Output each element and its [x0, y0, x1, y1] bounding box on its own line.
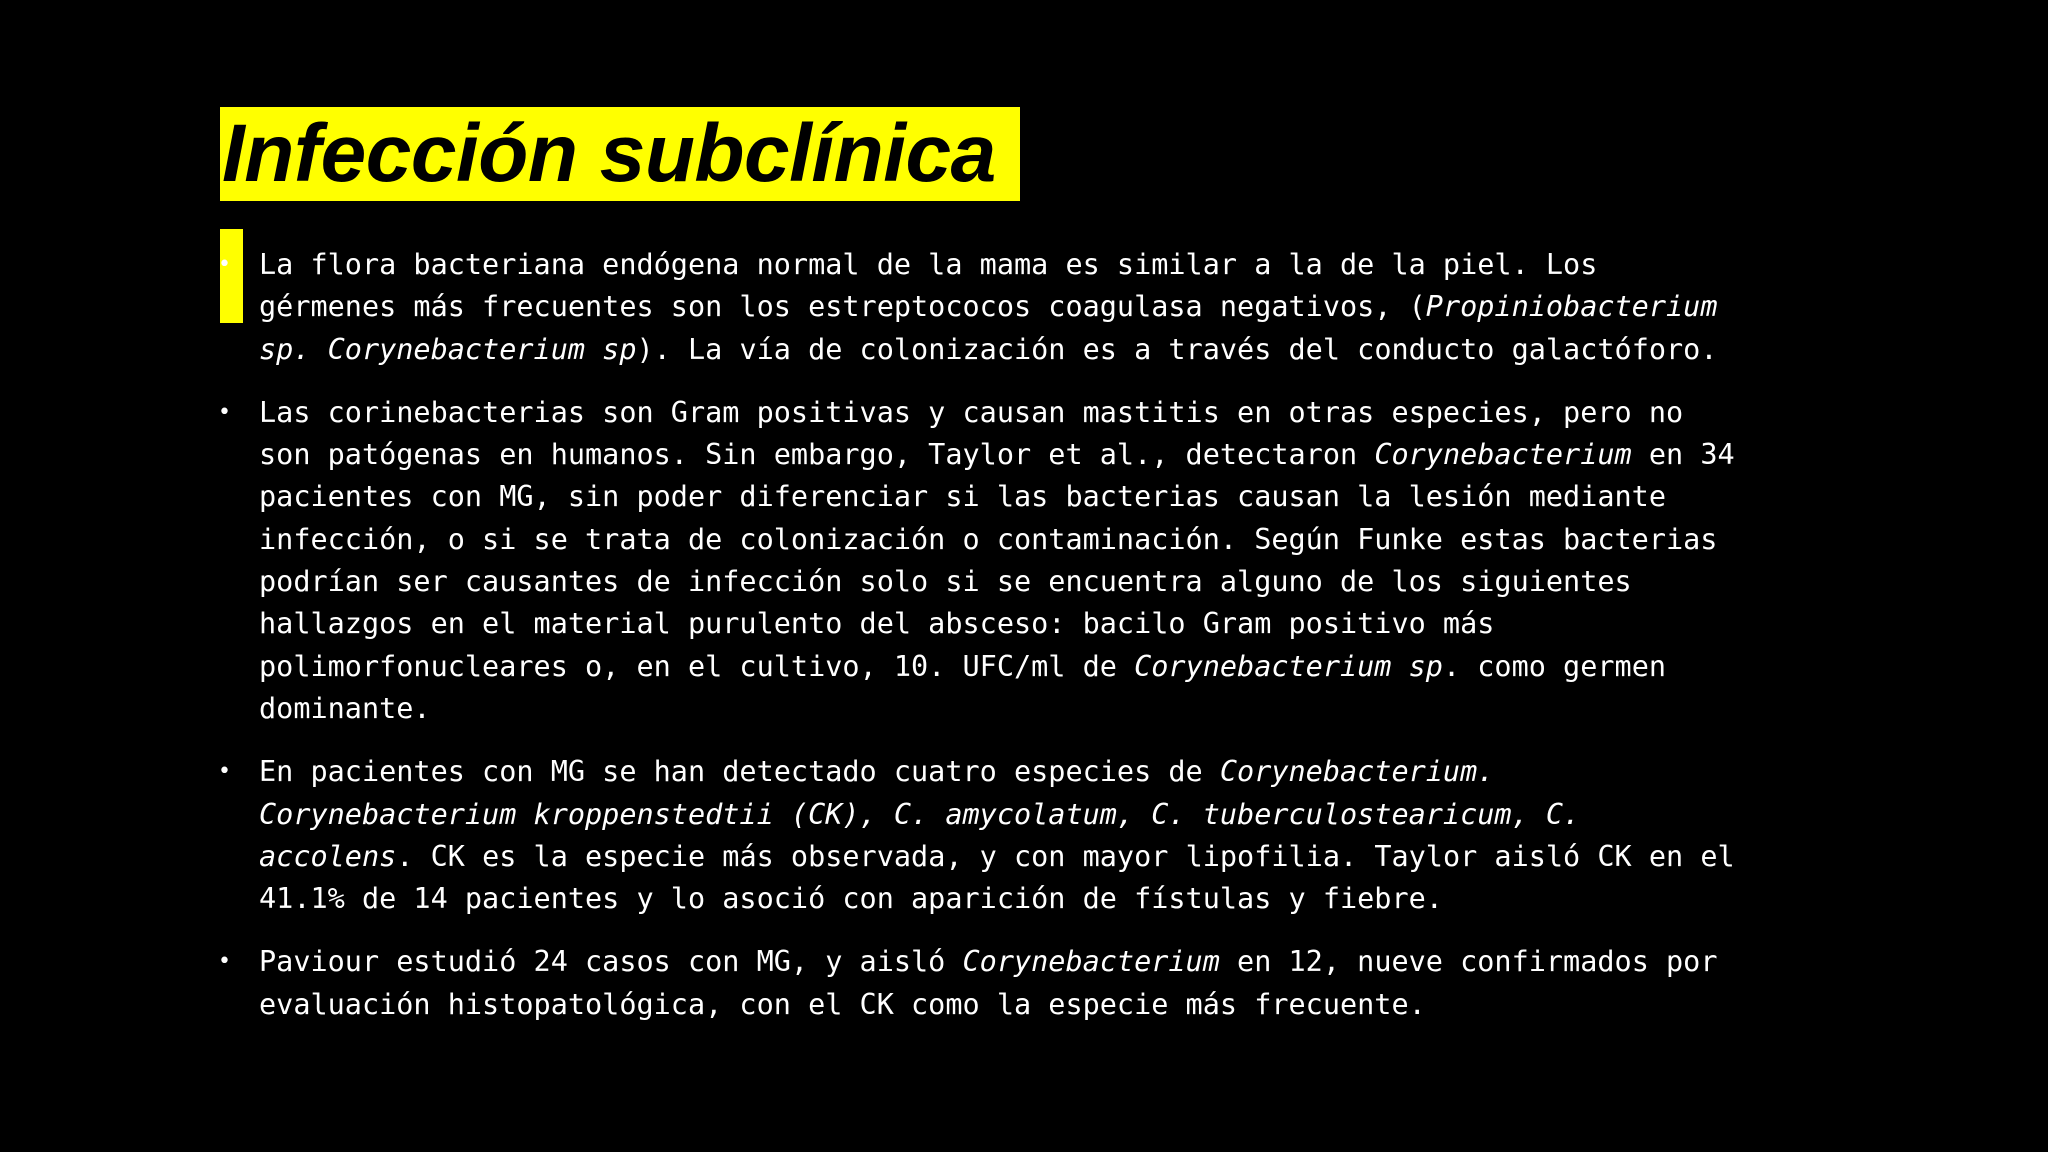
text-line [259, 688, 1798, 730]
bullet-text [259, 244, 1798, 371]
bullet-list [218, 244, 1798, 1047]
text-line [259, 984, 1798, 1026]
text-segment: Las corinebacterias son Gram positivas y causan mastitis en otras especies, pero no [259, 395, 1684, 429]
text-segment: podrían ser causantes de infección solo si se encuentra alguno de los siguientes [259, 565, 1632, 599]
text-segment: en 12, nueve confirmados por [1219, 945, 1718, 979]
text-segment: evaluación histopatológica, con el CK como la especie más frecuente. [259, 987, 1426, 1021]
text-segment: 41.1% de 14 pacientes y lo asoció con aparición de fístulas y fiebre. [259, 882, 1443, 916]
italic-segment: sp. Corynebacterium sp [259, 332, 637, 366]
text-line [259, 286, 1798, 328]
italic-segment: Corynebacterium [962, 945, 1220, 979]
italic-segment: Corynebacterium [1374, 438, 1632, 472]
bullet-text [259, 392, 1798, 730]
text-segment: dominante. [259, 691, 431, 725]
text-segment: Paviour estudió 24 casos con MG, y aisló [259, 945, 963, 979]
text-segment: en 34 [1631, 438, 1735, 472]
text-segment: hallazgos en el material purulento del absceso: bacilo Gram positivo más [259, 607, 1495, 641]
text-line [259, 476, 1798, 518]
text-line [259, 561, 1798, 603]
bullet-dot-icon: • [218, 759, 231, 785]
list-item [218, 244, 1798, 371]
text-segment: . como germen [1442, 649, 1667, 683]
text-segment: son patógenas en humanos. Sin embargo, Taylor et al., detectaron [259, 438, 1375, 472]
text-line [259, 519, 1798, 561]
italic-segment: Corynebacterium. [1219, 755, 1495, 789]
text-segment: ). La vía de colonización es a través del conducto galactóforo. [636, 332, 1718, 366]
text-line [259, 646, 1798, 688]
bullet-dot-icon: • [218, 949, 231, 975]
text-line [259, 603, 1798, 645]
text-line [259, 329, 1798, 371]
italic-segment: Corynebacterium kroppenstedtii (CK), C. amycolatum, C. tuberculostearicum, C. [259, 797, 1581, 831]
text-line [259, 244, 1798, 286]
bullet-text [259, 941, 1798, 1026]
text-line [259, 836, 1798, 878]
text-segment: pacientes con MG, sin poder diferenciar si las bacterias causan la lesión mediante [259, 480, 1666, 514]
text-line [259, 941, 1798, 983]
list-item [218, 751, 1798, 920]
text-segment: infección, o si se trata de colonización o contaminación. Según Funke estas bacterias [259, 522, 1718, 556]
slide-title: Infección subclínica [222, 108, 996, 199]
title-highlight [220, 107, 1020, 201]
text-segment: . CK es la especie más observada, y con mayor lipofilia. Taylor aisló CK en el [396, 839, 1735, 873]
text-line [259, 794, 1798, 836]
bullet-text [259, 751, 1798, 920]
text-line [259, 434, 1798, 476]
text-line [259, 392, 1798, 434]
text-line [259, 878, 1798, 920]
bullet-dot-icon: • [218, 252, 231, 277]
italic-segment: Corynebacterium sp [1134, 649, 1443, 683]
bullet-dot-icon: • [218, 399, 231, 425]
list-item [218, 941, 1798, 1026]
text-segment: La flora bacteriana endógena normal de la mama es similar a la de la piel. Los [259, 248, 1598, 281]
list-item [218, 392, 1798, 730]
text-segment: polimorfonucleares o, en el cultivo, 10. UFC/ml de [259, 649, 1135, 683]
text-segment: gérmenes más frecuentes son los estreptococos coagulasa negativos, ( [259, 290, 1426, 324]
italic-segment: accolens [259, 839, 397, 873]
text-segment: En pacientes con MG se han detectado cuatro especies de [259, 755, 1220, 789]
text-line [259, 751, 1798, 793]
italic-segment: Propiniobacterium [1425, 290, 1718, 324]
